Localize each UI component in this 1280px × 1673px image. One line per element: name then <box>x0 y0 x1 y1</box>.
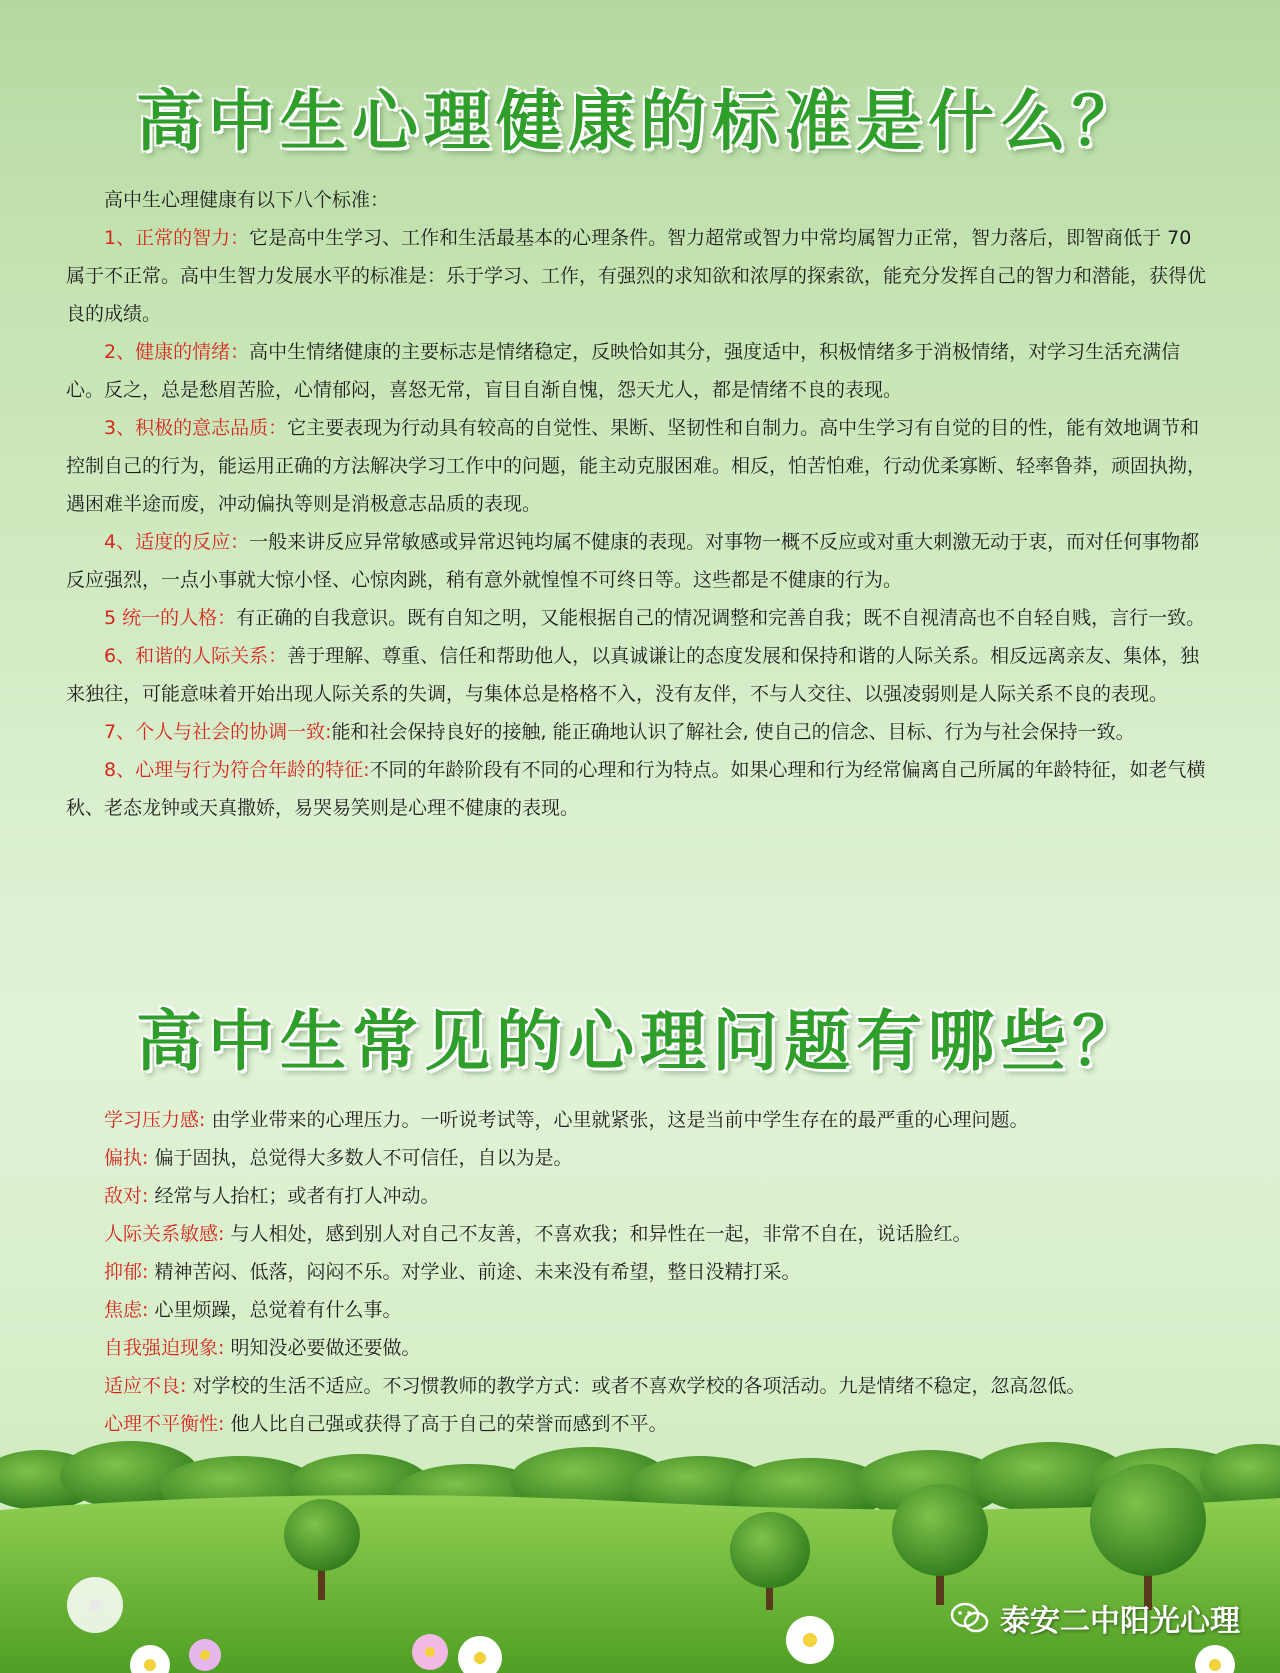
watermark-text: 泰安二中阳光心理 <box>1000 1604 1240 1639</box>
standard-label: 8、心理与行为符合年龄的特征: <box>104 759 370 781</box>
standard-text: 它是高中生学习、工作和生活最基本的心理条件。智力超常或智力中常均属智力正常，智力落后，即智商低于 70 属于不正常。高中生智力发展水平的标准是：乐于学习、工作，有强烈的求知欲和浓厚的探索欲，能充分发挥自己的智力和潜能，获得优良的成绩。 <box>66 227 1207 325</box>
standard-label: 2、健康的情绪： <box>104 341 250 363</box>
problem-text: 他人比自己强或获得了高于自己的荣誉而感到不平。 <box>230 1413 668 1435</box>
problem-item <box>104 1291 1214 1329</box>
problem-text: 心里烦躁，总觉着有什么事。 <box>154 1299 402 1321</box>
problems-section <box>104 1101 1214 1443</box>
standard-item <box>66 409 1216 523</box>
problem-item <box>104 1405 1214 1443</box>
problem-text: 精神苦闷、低落，闷闷不乐。对学业、前途、未来没有希望，整日没精打采。 <box>154 1261 801 1283</box>
standards-section <box>66 181 1216 827</box>
problem-label: 适应不良: <box>104 1375 187 1397</box>
standard-text: 它主要表现为行动具有较高的自觉性、果断、坚韧性和自制力。高中生学习有自觉的目的性，能有效地调节和控制自己的行为，能运用正确的方法解决学习工作中的问题，能主动克服困难。相反，怕苦怕难，行动优柔寡断、轻率鲁莽，顽固执拗，遇困难半途而废，冲动偏执等则是消极意志品质的表现。 <box>66 417 1207 515</box>
problem-text: 与人相处，感到别人对自己不友善，不喜欢我；和异性在一起，非常不自在，说话脸红。 <box>230 1223 972 1245</box>
problem-text: 明知没必要做还要做。 <box>230 1337 421 1359</box>
standard-text: 能和社会保持良好的接触, 能正确地认识了解社会, 使自己的信念、目标、行为与社会保持一致。 <box>331 721 1135 743</box>
problem-item <box>104 1139 1214 1177</box>
standard-item <box>66 523 1216 599</box>
problem-text: 由学业带来的心理压力。一听说考试等，心里就紧张，这是当前中学生存在的最严重的心理问题。 <box>211 1109 1029 1131</box>
standard-text: 有正确的自我意识。既有自知之明，又能根据自己的情况调整和完善自我；既不自视清高也不自轻自贱，言行一致。 <box>236 607 1206 629</box>
problem-item <box>104 1253 1214 1291</box>
standard-item <box>66 333 1216 409</box>
standard-label: 5 统一的人格： <box>104 607 237 629</box>
standard-label: 4、适度的反应： <box>104 531 250 553</box>
problem-text: 经常与人抬杠；或者有打人冲动。 <box>154 1185 440 1207</box>
standard-item <box>66 751 1216 827</box>
standard-text: 善于理解、尊重、信任和帮助他人，以真诚谦让的态度发展和保持和谐的人际关系。相反远离亲友、集体，独来独往，可能意味着开始出现人际关系的失调，与集体总是格格不入，没有友伴，不与人交往、以强凌弱则是人际关系不良的表现。 <box>66 645 1200 705</box>
problem-label: 学习压力感: <box>104 1109 206 1131</box>
standard-item <box>66 599 1216 637</box>
problem-item <box>104 1329 1214 1367</box>
problem-text: 对学校的生活不适应。不习惯教师的教学方式：或者不喜欢学校的各项活动。九是情绪不稳定，忽高忽低。 <box>192 1375 1086 1397</box>
problem-label: 自我强迫现象: <box>104 1337 225 1359</box>
standards-intro: 高中生心理健康有以下八个标准： <box>104 189 390 211</box>
standard-text: 高中生情绪健康的主要标志是情绪稳定，反映恰如其分，强度适中，积极情绪多于消极情绪，对学习生活充满信心。反之，总是愁眉苦脸，心情郁闷，喜怒无常，盲目自渐自愧，怨天尤人，都是情绪不良的表现。 <box>66 341 1181 401</box>
problem-label: 人际关系敏感: <box>104 1223 225 1245</box>
problem-item <box>104 1215 1214 1253</box>
watermark <box>950 1596 1240 1640</box>
page-title: 高中生心理健康的标准是什么？ <box>136 83 1144 160</box>
standard-label: 6、和谐的人际关系： <box>104 645 288 667</box>
section-title: 高中生常见的心理问题有哪些？ <box>136 1003 1144 1080</box>
wechat-icon <box>950 1602 990 1634</box>
problem-item <box>104 1101 1214 1139</box>
problem-item <box>104 1177 1214 1215</box>
standard-item <box>66 713 1216 751</box>
problem-label: 偏执: <box>104 1147 149 1169</box>
problem-label: 抑郁: <box>104 1261 149 1283</box>
standard-label: 1、正常的智力： <box>104 227 250 249</box>
standard-item <box>66 637 1216 713</box>
standard-text: 不同的年龄阶段有不同的心理和行为特点。如果心理和行为经常偏离自己所属的年龄特征，如老气横秋、老态龙钟或天真撒娇，易哭易笑则是心理不健康的表现。 <box>66 759 1206 819</box>
problem-label: 心理不平衡性: <box>104 1413 225 1435</box>
problem-label: 敌对: <box>104 1185 149 1207</box>
standard-label: 7、个人与社会的协调一致: <box>104 721 332 743</box>
standard-text: 一般来讲反应异常敏感或异常迟钝均属不健康的表现。对事物一概不反应或对重大刺激无动于衷，而对任何事物都反应强烈，一点小事就大惊小怪、心惊肉跳，稍有意外就惶惶不可终日等。这些都是不健康的行为。 <box>66 531 1200 591</box>
standard-item <box>66 219 1216 333</box>
problem-item <box>104 1367 1214 1405</box>
problem-text: 偏于固执，总觉得大多数人不可信任，自以为是。 <box>154 1147 573 1169</box>
standard-label: 3、积极的意志品质： <box>104 417 288 439</box>
problem-label: 焦虑: <box>104 1299 149 1321</box>
